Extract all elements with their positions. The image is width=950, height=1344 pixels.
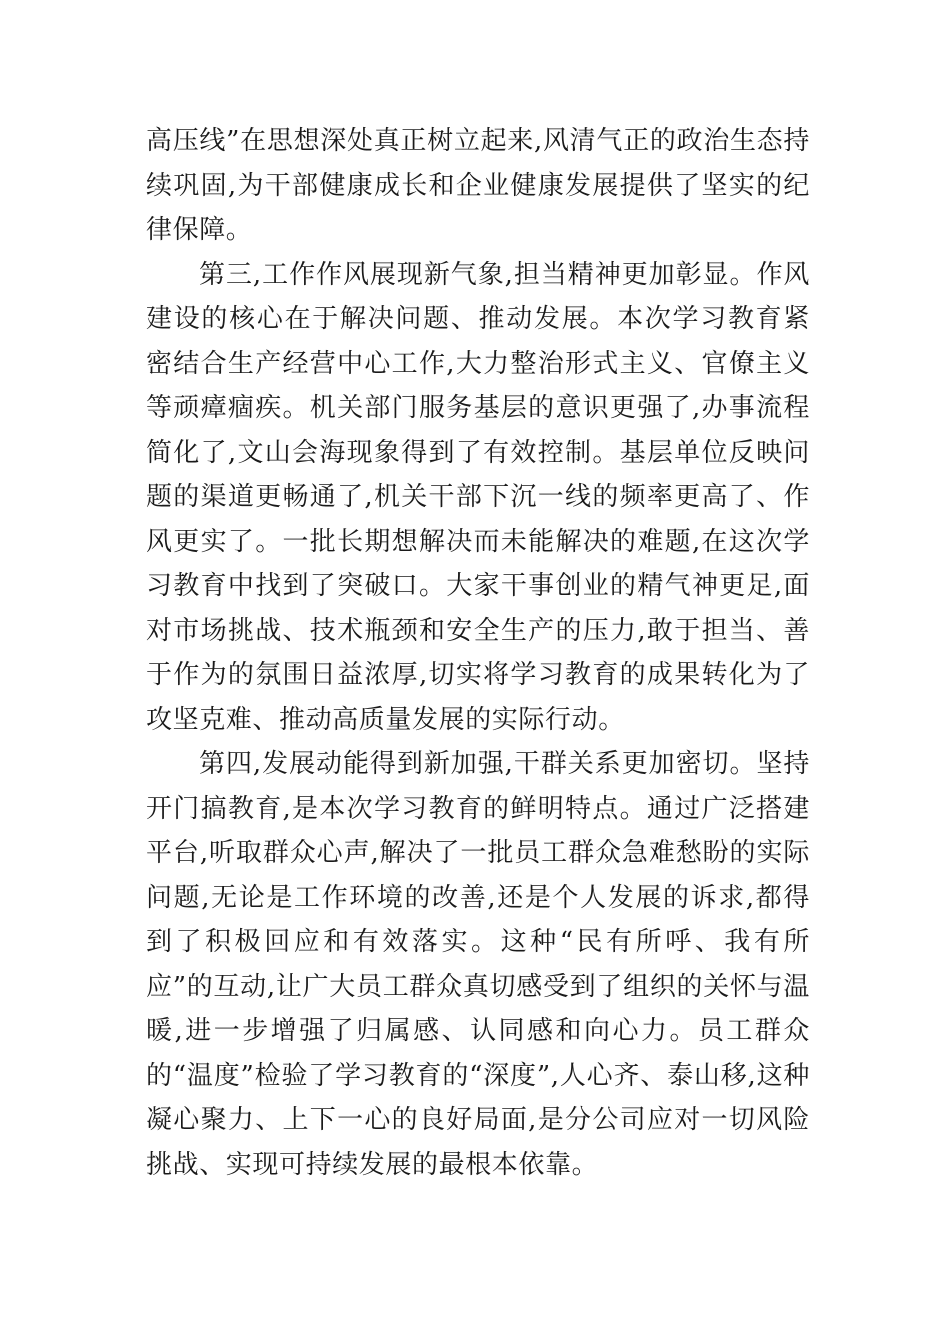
paragraph-third-work-style: 第三,工作作风展现新气象,担当精神更加彰显。作风建设的核心在于解决问题、推动发展。本次学习教育紧密结合生产经营中心工作,大力整治形式主义、官僚主义等顽瘴痼疾。机关部门服务基层的意识更强了,办事流程简化了,文山会海现象得到了有效控制。基层单位反映问题的渠道更畅通了,机关干部下沉一线的频率更高了、作风更实了。一批长期想解决而未能解决的难题,在这次学习教育中找到了突破口。大家干事创业的精气神更足,面对市场挑战、技术瓶颈和安全生产的压力,敢于担当、善于作为的氛围日益浓厚,切实将学习教育的成果转化为了攻坚克难、推动高质量发展的实际行动。 [146,259,810,735]
document-body [146,119,810,1187]
paragraph-continuation: 高压线”在思想深处真正树立起来,风清气正的政治生态持续巩固,为干部健康成长和企业健康发展提供了坚实的纪律保障。 [146,126,810,245]
paragraph-fourth-development: 第四,发展动能得到新加强,干群关系更加密切。坚持开门搞教育,是本次学习教育的鲜明特点。通过广泛搭建平台,听取群众心声,解决了一批员工群众急难愁盼的实际问题,无论是工作环境的改善,还是个人发展的诉求,都得到了积极回应和有效落实。这种“民有所呼、我有所应”的互动,让广大员工群众真切感受到了组织的关怀与温暖,进一步增强了归属感、认同感和向心力。员工群众的“温度”检验了学习教育的“深度”,人心齐、泰山移,这种凝心聚力、上下一心的良好局面,是分公司应对一切风险挑战、实现可持续发展的最根本依靠。 [146,749,810,1180]
